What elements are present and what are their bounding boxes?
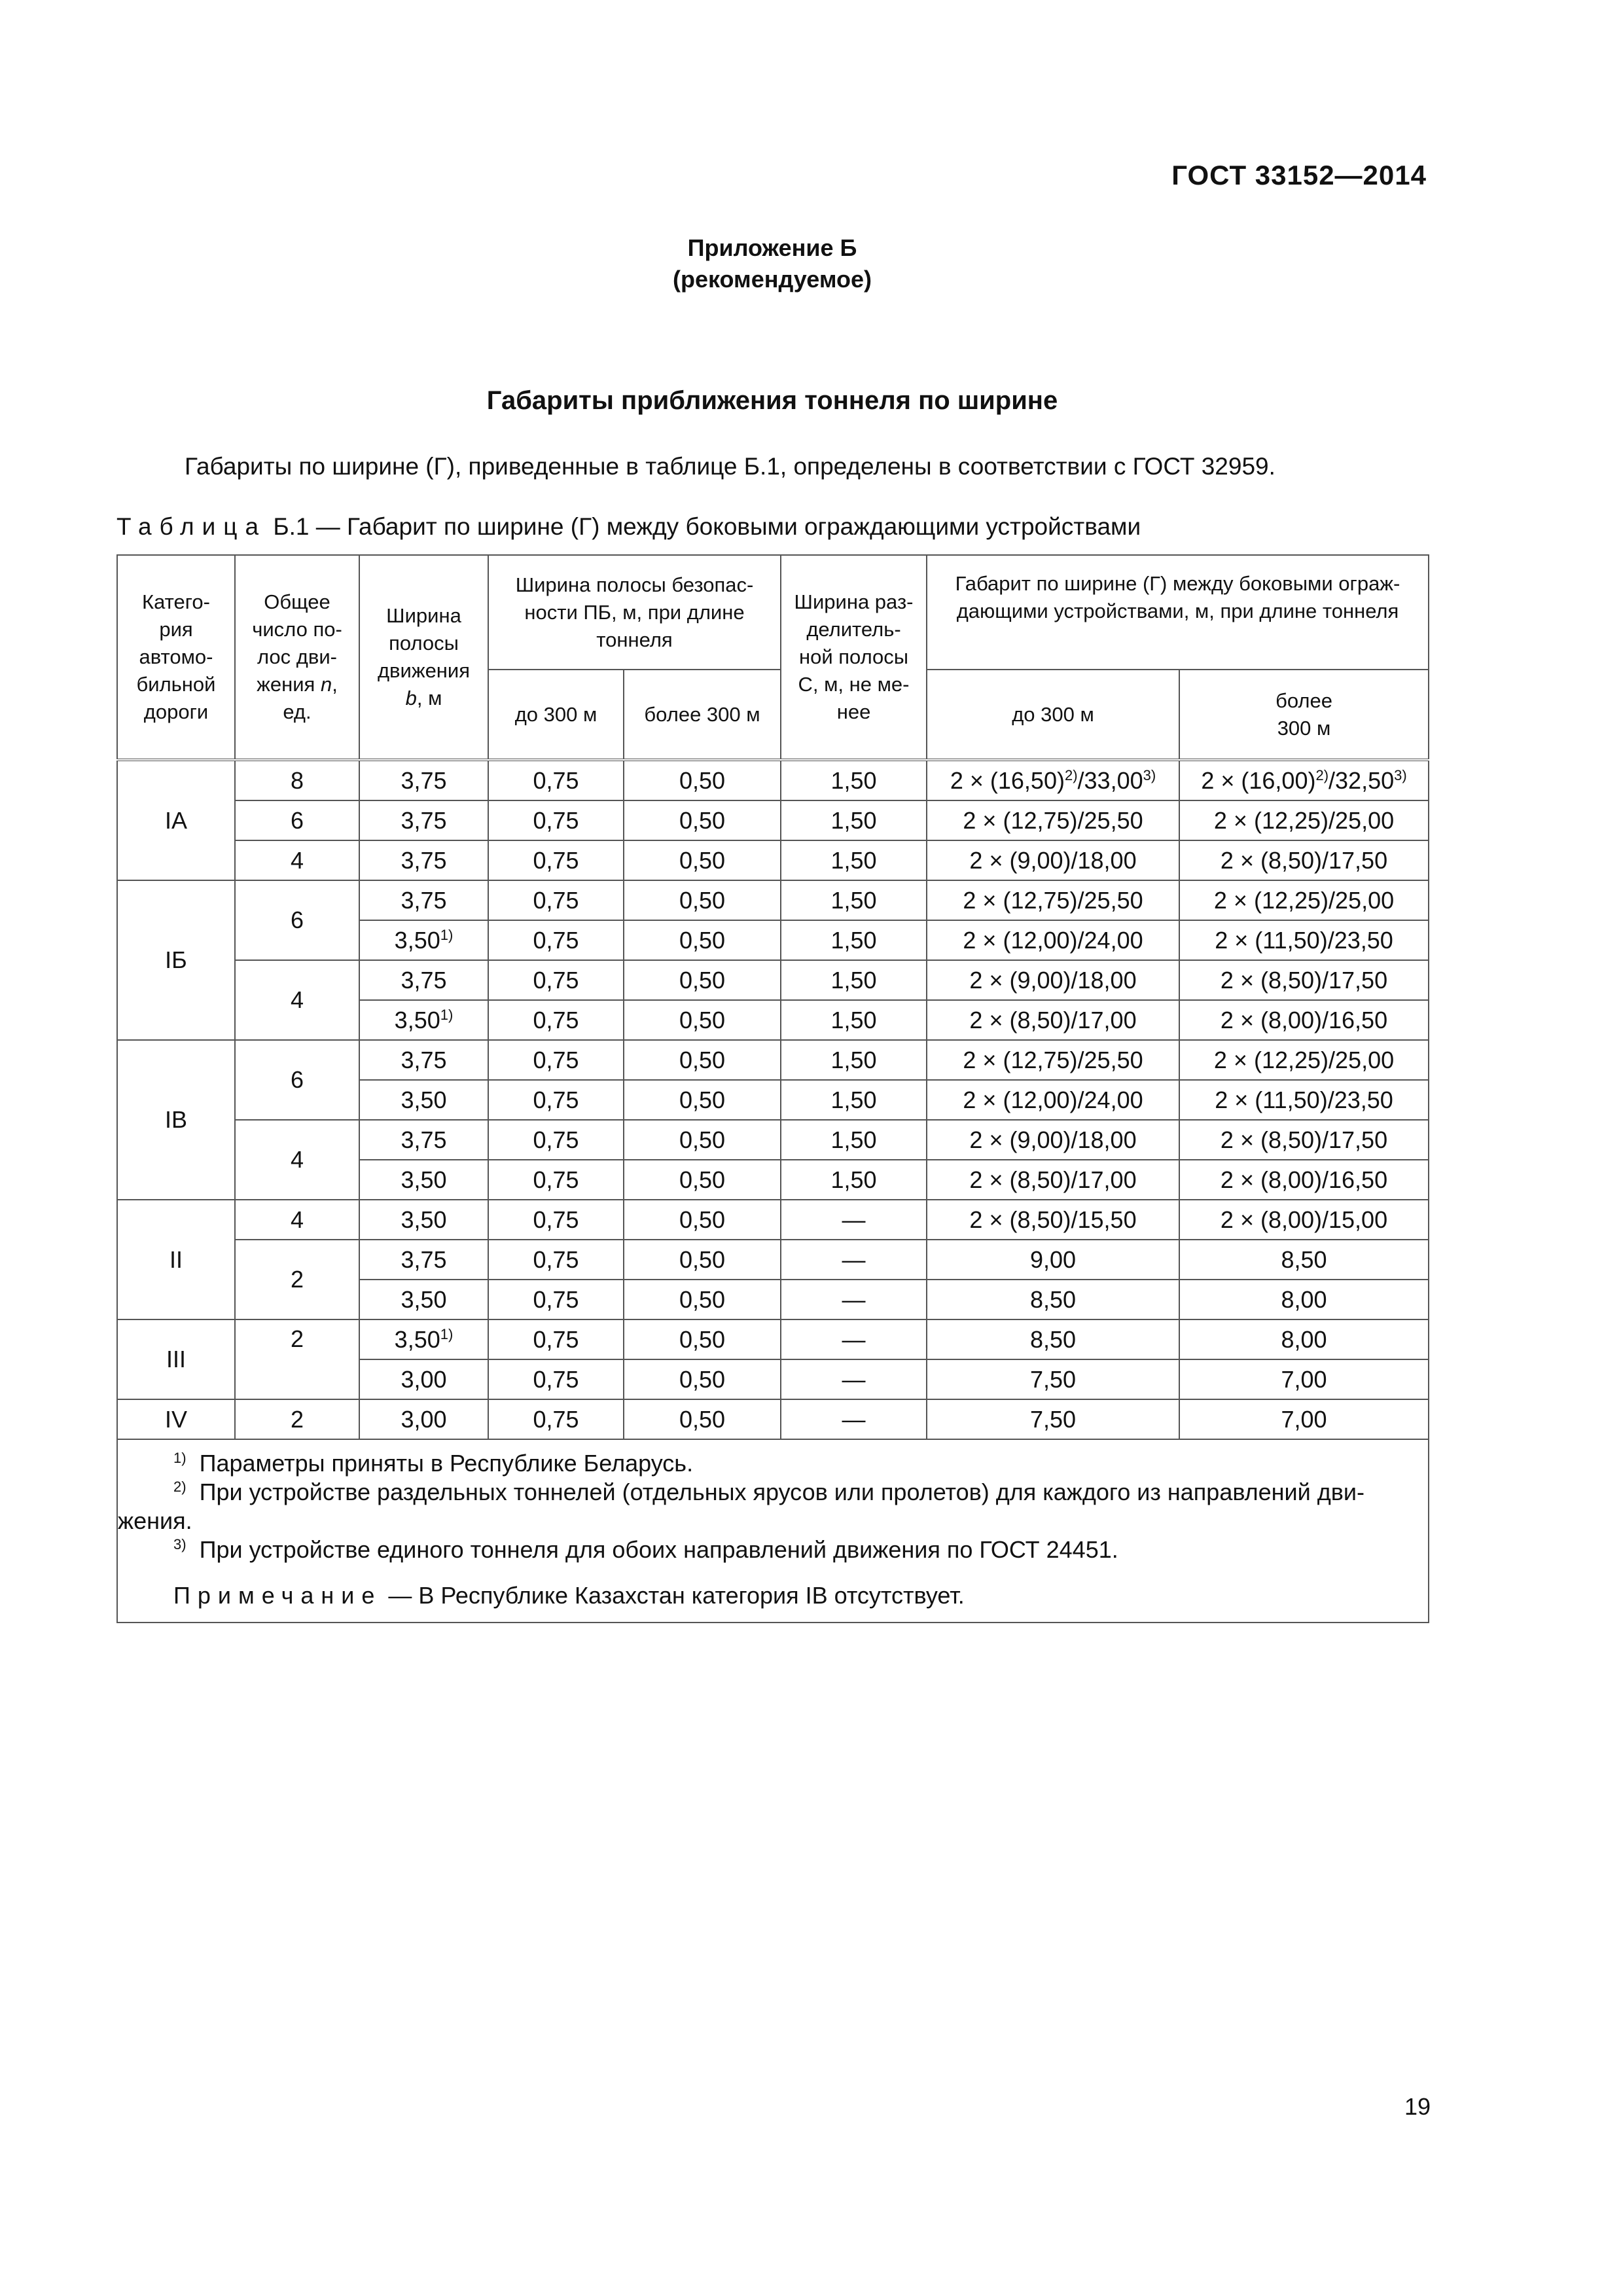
safety-over300-cell: 0,50: [624, 1319, 781, 1359]
table-row: [117, 800, 1429, 840]
lane-width-cell: 3,50$^{1)}$: [359, 1319, 488, 1359]
safety-over300-cell: 0,50: [624, 1080, 781, 1120]
table-row: [117, 1040, 1429, 1080]
gabarit-upto300-cell: 7,50: [927, 1399, 1179, 1439]
median-cell: 1,50: [781, 1000, 927, 1040]
gabarit-over300-cell: 7,00: [1179, 1399, 1429, 1439]
lane-width-cell: 3,75: [359, 1040, 488, 1080]
footnote-2: $^{2)}$ При устройстве раздельных тоннелей (отдельных ярусов или пролетов) для каждого из направлений дви- жения.: [118, 1479, 1364, 1534]
gabarit-upto300-cell: 2 × (8,50)/15,50: [927, 1200, 1179, 1240]
table-caption-label: Таблица: [116, 513, 267, 540]
safety-over300-cell: 0,50: [624, 960, 781, 1000]
lanes-cell: 4: [235, 1120, 359, 1200]
gabarit-over300-cell: 2 × (8,50)/17,50: [1179, 1120, 1429, 1160]
table-row: [117, 760, 1429, 800]
gabarit-over300-cell: 2 × (12,25)/25,00: [1179, 800, 1429, 840]
median-cell: 1,50: [781, 1160, 927, 1200]
safety-upto300-cell: 0,75: [488, 760, 624, 800]
lanes-cell: 4: [235, 960, 359, 1040]
lane-width-cell: 3,50: [359, 1080, 488, 1120]
lane-width-cell: 3,50: [359, 1280, 488, 1319]
category-cell: IА: [117, 760, 235, 880]
gabarit-over300-cell: 8,00: [1179, 1319, 1429, 1359]
median-cell: 1,50: [781, 920, 927, 960]
median-cell: —: [781, 1399, 927, 1439]
safety-upto300-cell: 0,75: [488, 1200, 624, 1240]
median-cell: 1,50: [781, 1080, 927, 1120]
footnote-3: $^{3)}$ При устройстве единого тоннеля для обоих направлений движения по ГОСТ 24451.: [173, 1536, 1118, 1563]
gabarit-upto300-cell: 2 × (12,00)/24,00: [927, 920, 1179, 960]
safety-upto300-cell: 0,75: [488, 960, 624, 1000]
median-cell: —: [781, 1200, 927, 1240]
footnote-ref: 2): [1315, 766, 1329, 783]
median-cell: 1,50: [781, 880, 927, 920]
lanes-cell: 6: [235, 800, 359, 840]
lane-width-cell: 3,75: [359, 960, 488, 1000]
header-lane-width: Ширина полосы движения b, м: [359, 555, 488, 760]
safety-upto300-cell: 0,75: [488, 1080, 624, 1120]
safety-over300-cell: 0,50: [624, 1359, 781, 1399]
safety-over300-cell: 0,50: [624, 1399, 781, 1439]
safety-upto300-cell: 0,75: [488, 1280, 624, 1319]
median-cell: —: [781, 1280, 927, 1319]
gabarit-upto300-cell: 2 × (8,50)/17,00: [927, 1160, 1179, 1200]
safety-upto300-cell: 0,75: [488, 840, 624, 880]
safety-upto300-cell: 0,75: [488, 800, 624, 840]
lane-width-cell: 3,00: [359, 1399, 488, 1439]
safety-upto300-cell: 0,75: [488, 920, 624, 960]
table-row: [117, 1319, 1429, 1359]
lane-width-cell: 3,50: [359, 1160, 488, 1200]
gabarit-upto300-cell: 2 × (12,75)/25,50: [927, 880, 1179, 920]
gabarit-over300-cell: 2 × (8,00)/16,50: [1179, 1160, 1429, 1200]
gabarit-over300-cell: 2 × (11,50)/23,50: [1179, 920, 1429, 960]
table-row: [117, 960, 1429, 1000]
safety-upto300-cell: 0,75: [488, 1359, 624, 1399]
header-gabarit: Габарит по ширине (Г) между боковыми ограж- дающими устройствами, м, при длине тоннеля: [927, 555, 1429, 670]
median-cell: 1,50: [781, 840, 927, 880]
table-note: Примечание — В Республике Казахстан категория IВ отсутствует.: [173, 1582, 965, 1609]
lanes-cell: 2: [235, 1240, 359, 1319]
lanes-cell: 4: [235, 840, 359, 880]
table-row: [117, 840, 1429, 880]
gabarit-over300-cell: 2 × (8,00)/16,50: [1179, 1000, 1429, 1040]
lane-width-cell: 3,75: [359, 800, 488, 840]
safety-over300-cell: 0,50: [624, 800, 781, 840]
safety-over300-cell: 0,50: [624, 1160, 781, 1200]
safety-over300-cell: 0,50: [624, 760, 781, 800]
header-safety-upto300: до 300 м: [488, 670, 624, 760]
table-row: [117, 1200, 1429, 1240]
lane-width-cell: 3,50$^{1)}$: [359, 1000, 488, 1040]
safety-upto300-cell: 0,75: [488, 1160, 624, 1200]
intro-paragraph: Габариты по ширине (Г), приведенные в таблице Б.1, определены в соответствии с ГОСТ 32959.: [185, 453, 1275, 480]
lanes-cell: 2: [235, 1319, 359, 1399]
category-cell: IВ: [117, 1040, 235, 1200]
category-cell: IV: [117, 1399, 235, 1439]
gabarit-upto300-cell: 2 × (12,75)/25,50: [927, 800, 1179, 840]
gabarit-over300-cell: 2 × (12,25)/25,00: [1179, 1040, 1429, 1080]
lane-width-cell: 3,50$^{1)}$: [359, 920, 488, 960]
gabarit-over300-cell: 7,00: [1179, 1359, 1429, 1399]
gabarit-over300-cell: $2 \times (16,00)^{2)}/32,50^{3)}$: [1179, 760, 1429, 800]
header-category: Катего- рия автомо- бильной дороги: [117, 555, 235, 760]
gabarit-upto300-cell: 2 × (12,75)/25,50: [927, 1040, 1179, 1080]
footnote-ref: 1): [440, 1325, 454, 1342]
table-caption: [116, 513, 1141, 541]
document-code: ГОСТ 33152—2014: [1171, 160, 1427, 190]
safety-upto300-cell: 0,75: [488, 1040, 624, 1080]
safety-over300-cell: 0,50: [624, 920, 781, 960]
table-row: [117, 1120, 1429, 1160]
median-cell: —: [781, 1319, 927, 1359]
page-number: 19: [1404, 2093, 1431, 2120]
safety-over300-cell: 0,50: [624, 1200, 781, 1240]
table-row: [117, 1240, 1429, 1280]
safety-over300-cell: 0,50: [624, 1120, 781, 1160]
gabarit-over300-cell: 2 × (8,00)/15,00: [1179, 1200, 1429, 1240]
lanes-cell: 2: [235, 1399, 359, 1439]
lanes-cell: 8: [235, 760, 359, 800]
median-cell: 1,50: [781, 960, 927, 1000]
safety-over300-cell: 0,50: [624, 840, 781, 880]
gabarit-over300-cell: 2 × (12,25)/25,00: [1179, 880, 1429, 920]
gabarit-upto300-cell: 8,50: [927, 1280, 1179, 1319]
table-row: [117, 1399, 1429, 1439]
gabarit-over300-cell: 8,50: [1179, 1240, 1429, 1280]
lanes-cell: 6: [235, 1040, 359, 1120]
gabarit-over300-cell: 8,00: [1179, 1280, 1429, 1319]
lane-width-cell: 3,75: [359, 880, 488, 920]
footnote-ref: 3): [1394, 766, 1407, 783]
lane-width-cell: 3,75: [359, 840, 488, 880]
lane-width-cell: 3,75: [359, 1240, 488, 1280]
footnote-ref: 1): [440, 1006, 454, 1023]
header-median: Ширина раз- делитель- ной полосы С, м, не ме- нее: [781, 555, 927, 760]
median-cell: 1,50: [781, 1120, 927, 1160]
table-row: [117, 880, 1429, 920]
gabarit-upto300-cell: 9,00: [927, 1240, 1179, 1280]
gabarit-upto300-cell: 2 × (12,00)/24,00: [927, 1080, 1179, 1120]
safety-upto300-cell: 0,75: [488, 1000, 624, 1040]
gabarit-upto300-cell: $2 \times (16,50)^{2)}/33,00^{3)}$: [927, 760, 1179, 800]
safety-over300-cell: 0,50: [624, 880, 781, 920]
gabarit-upto300-cell: 7,50: [927, 1359, 1179, 1399]
gabarit-table: [116, 554, 1429, 1623]
median-cell: 1,50: [781, 760, 927, 800]
gabarit-over300-cell: 2 × (8,50)/17,50: [1179, 840, 1429, 880]
category-cell: II: [117, 1200, 235, 1319]
category-cell: III: [117, 1319, 235, 1399]
gabarit-upto300-cell: 2 × (8,50)/17,00: [927, 1000, 1179, 1040]
gabarit-upto300-cell: 2 × (9,00)/18,00: [927, 1120, 1179, 1160]
header-gabarit-upto300: до 300 м: [927, 670, 1179, 760]
footnote-ref: 1): [440, 926, 454, 943]
safety-upto300-cell: 0,75: [488, 1120, 624, 1160]
header-lanes: Общее число по- лос дви- жения n, ед.: [235, 555, 359, 760]
safety-over300-cell: 0,50: [624, 1280, 781, 1319]
safety-upto300-cell: 0,75: [488, 1240, 624, 1280]
lanes-cell: 6: [235, 880, 359, 960]
footnote-ref: 3): [1143, 766, 1156, 783]
annex-heading: [0, 232, 1544, 295]
gabarit-upto300-cell: 2 × (9,00)/18,00: [927, 960, 1179, 1000]
section-title: Габариты приближения тоннеля по ширине: [486, 386, 1058, 415]
footnote-1: $^{1)}$ Параметры приняты в Республике Беларусь.: [173, 1450, 694, 1477]
header-gabarit-over300: более 300 м: [1179, 670, 1429, 760]
safety-upto300-cell: 0,75: [488, 1319, 624, 1359]
lane-width-cell: 3,75: [359, 1120, 488, 1160]
safety-upto300-cell: 0,75: [488, 1399, 624, 1439]
table-notes: [117, 1439, 1429, 1623]
safety-over300-cell: 0,50: [624, 1240, 781, 1280]
footnote-ref: 2): [1064, 766, 1078, 783]
gabarit-upto300-cell: 8,50: [927, 1319, 1179, 1359]
annex-title: Приложение Б: [687, 234, 857, 261]
annex-status: (рекомендуемое): [673, 266, 872, 293]
median-cell: 1,50: [781, 800, 927, 840]
header-safety-lane: Ширина полосы безопас- ности ПБ, м, при длине тоннеля: [488, 555, 781, 670]
lane-width-cell: 3,00: [359, 1359, 488, 1399]
lanes-cell: 4: [235, 1200, 359, 1240]
lane-width-cell: 3,75: [359, 760, 488, 800]
median-cell: —: [781, 1359, 927, 1399]
table-caption-text: Б.1 — Габарит по ширине (Г) между боковыми ограждающими устройствами: [273, 513, 1141, 540]
median-cell: 1,50: [781, 1040, 927, 1080]
lane-width-cell: 3,50: [359, 1200, 488, 1240]
header-safety-over300: более 300 м: [624, 670, 781, 760]
gabarit-over300-cell: 2 × (11,50)/23,50: [1179, 1080, 1429, 1120]
safety-over300-cell: 0,50: [624, 1040, 781, 1080]
safety-upto300-cell: 0,75: [488, 880, 624, 920]
gabarit-over300-cell: 2 × (8,50)/17,50: [1179, 960, 1429, 1000]
gabarit-upto300-cell: 2 × (9,00)/18,00: [927, 840, 1179, 880]
median-cell: —: [781, 1240, 927, 1280]
category-cell: IБ: [117, 880, 235, 1040]
safety-over300-cell: 0,50: [624, 1000, 781, 1040]
